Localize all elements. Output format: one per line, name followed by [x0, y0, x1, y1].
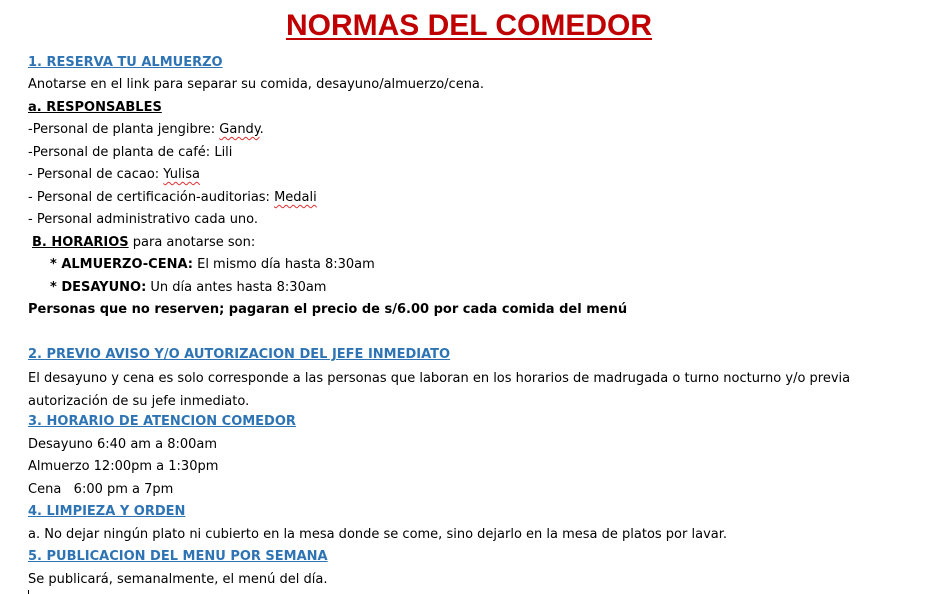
section-1-heading: 1. RESERVA TU ALMUERZO [28, 55, 223, 70]
responsable-item: -Personal de planta jengibre: Gandy. [28, 122, 264, 137]
section-5-heading: 5. PUBLICACION DEL MENU POR SEMANA [28, 549, 328, 564]
responsables-heading: a. RESPONSABLES [28, 100, 162, 115]
section-2-heading: 2. PREVIO AVISO Y/O AUTORIZACION DEL JEFE INMEDIATO [28, 347, 451, 362]
section-1-intro: Anotarse en el link para separar su comida, desayuno/almuerzo/cena. [28, 77, 485, 92]
page-title: NORMAS DEL COMEDOR [285, 9, 653, 42]
responsable-name: Yulisa [163, 167, 200, 182]
section-2-text: El desayuno y cena es solo corresponde a las personas que laboran en los horarios de madrugada o turno nocturno y/o previa autorización de su jefe inmediato. [28, 371, 851, 409]
responsable-name: Lili [214, 145, 233, 160]
section-4-text: a. No dejar ningún plato ni cubierto en la mesa donde se come, sino dejarlo en la mesa de platos por lavar. [28, 527, 728, 542]
responsable-name: Gandy [219, 122, 260, 137]
horario-item: * ALMUERZO-CENA: El mismo día hasta 8:30am [50, 257, 375, 272]
responsable-name: Medali [274, 190, 317, 205]
schedule-dinner: Cena 6:00 pm a 7pm [28, 482, 174, 497]
horarios-line: B. HORARIOS para anotarse son: [32, 235, 256, 250]
section-4-heading: 4. LIMPIEZA Y ORDEN [28, 504, 186, 519]
responsable-item: - Personal de certificación-auditorias: Medali [28, 190, 317, 205]
responsable-item: -Personal de planta de café: Lili [28, 145, 233, 160]
no-reserva-warning: Personas que no reserven; pagaran el precio de s/6.00 por cada comida del menú [28, 302, 628, 317]
section-3-heading: 3. HORARIO DE ATENCION COMEDOR [28, 414, 296, 429]
horarios-heading: B. HORARIOS [32, 235, 129, 250]
schedule-lunch: Almuerzo 12:00pm a 1:30pm [28, 459, 219, 474]
schedule-breakfast: Desayuno 6:40 am a 8:00am [28, 437, 218, 452]
section-5-text: Se publicará, semanalmente, el menú del día. [28, 572, 328, 587]
text-cursor [28, 590, 29, 594]
horario-item: * DESAYUNO: Un día antes hasta 8:30am [50, 280, 327, 295]
responsable-item: - Personal de cacao: Yulisa [28, 167, 200, 182]
responsable-item: - Personal administrativo cada uno. [28, 212, 259, 227]
